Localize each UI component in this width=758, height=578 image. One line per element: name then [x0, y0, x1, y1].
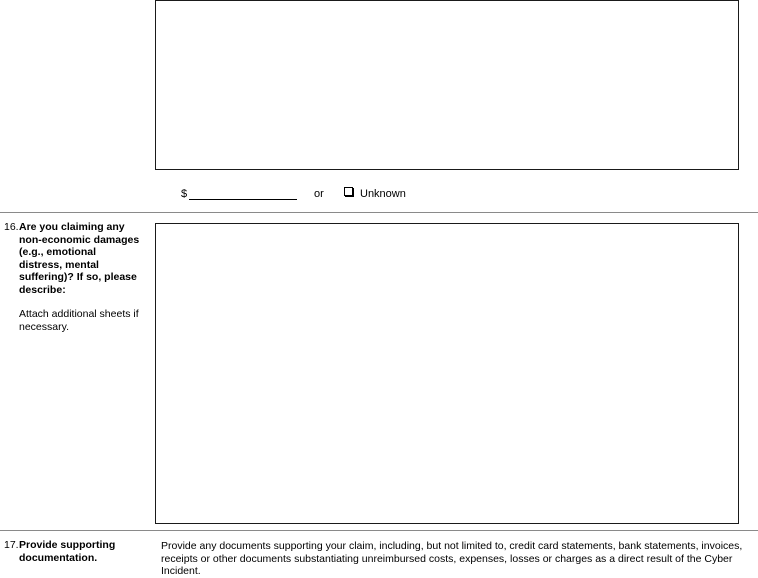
question-16-label: Are you claiming any non-economic damages (e.g., emotional distress, mental suffering)? If so, please describe: — [19, 221, 140, 296]
currency-symbol: $ — [181, 188, 188, 200]
question-16-note: Attach additional sheets if necessary. — [19, 308, 139, 333]
or-label: or — [314, 188, 324, 200]
non-economic-damages-answer-box[interactable] — [155, 223, 739, 524]
section-divider — [0, 530, 758, 531]
question-17-number: 17. — [4, 539, 19, 551]
unknown-checkbox[interactable] — [344, 187, 353, 196]
economic-damages-description-box[interactable] — [155, 0, 739, 170]
section-divider — [0, 212, 758, 213]
question-16-number: 16. — [4, 221, 19, 233]
unknown-label: Unknown — [360, 188, 406, 200]
non-economic-damages-answer-text — [156, 224, 738, 232]
question-17-label: Provide supporting documentation. — [19, 539, 116, 564]
question-17-description: Provide any documents supporting your claim, including, but not limited to, credit card statements, bank statements, invoices, receipts or other documents substantiating unreimbursed costs, expenses, losses or charges as a direct result of the Cyber Incident. — [161, 540, 743, 577]
amount-input-line[interactable] — [189, 199, 297, 200]
